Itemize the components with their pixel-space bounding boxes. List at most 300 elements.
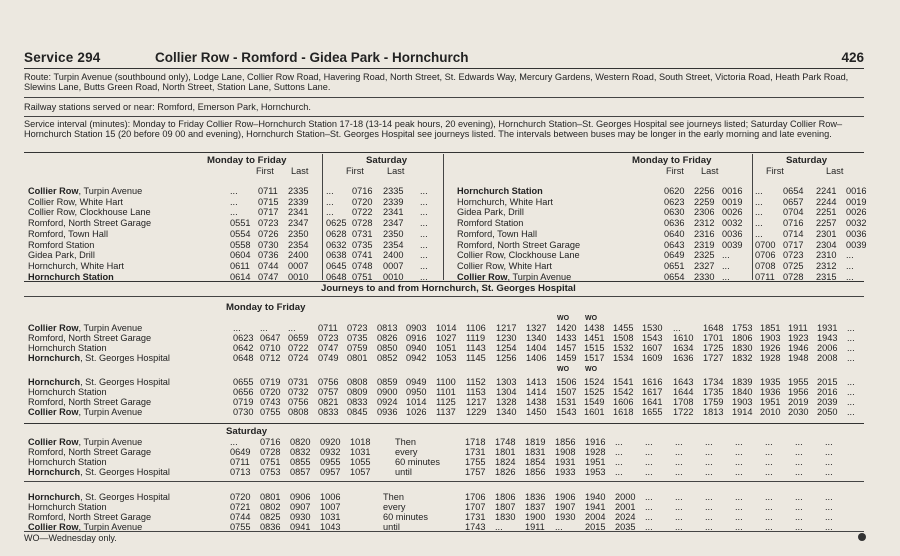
- mf_out-time: 1027: [436, 333, 457, 343]
- mf_out-time: 0724: [288, 353, 309, 363]
- mf_out-time: 1931: [817, 323, 838, 333]
- mf_back-time: 1543: [556, 407, 577, 417]
- top-left-mf-time: 0744: [258, 260, 279, 271]
- top-right-mf-time: 0019: [722, 196, 743, 207]
- mf_out-time: 1143: [466, 343, 486, 353]
- top-right-stop: Collier Row, White Hart: [457, 260, 552, 271]
- top-right-sat-time: ...: [755, 196, 763, 207]
- mf_out-time: 0852: [377, 353, 398, 363]
- sat_back-later-time: 1830: [495, 512, 516, 522]
- top-right-mf-time: 2319: [694, 239, 715, 250]
- sat_back-time: 0802: [260, 502, 281, 512]
- mf_out-time: ...: [847, 323, 855, 333]
- mf_back-time: 1955: [788, 377, 809, 387]
- top-left-stop: Romford, Town Hall: [28, 228, 108, 239]
- mf_out-time: 1806: [732, 333, 753, 343]
- top-left-sat-time: ...: [420, 250, 428, 261]
- top-right-mf-time: 0623: [664, 196, 685, 207]
- top-right-mf-time: 0651: [664, 260, 685, 271]
- top-left-sat-time: 0625: [326, 218, 347, 229]
- sat_out-time: 1018: [350, 437, 371, 447]
- top-left-stop: Collier Row, Clockhouse Lane: [28, 207, 151, 218]
- mf_out-time: 0916: [406, 333, 427, 343]
- top-right-sat-time: 0708: [755, 260, 776, 271]
- sat_back-later-time: ...: [795, 492, 803, 502]
- top-left-mf-time: 0726: [258, 228, 279, 239]
- top-right-sat-time: 0716: [783, 218, 804, 229]
- top-left-mf-first: First: [256, 166, 274, 176]
- mf_back-time: 1542: [613, 387, 634, 397]
- sat_out-later-time: ...: [735, 437, 743, 447]
- mf_back-time: 2015: [817, 377, 838, 387]
- top-left-mf-time: 2347: [288, 218, 309, 229]
- top-left-sat-time: 0720: [352, 196, 373, 207]
- journeys-rule: [24, 296, 864, 297]
- top-left-stop: Gidea Park, Drill: [28, 250, 95, 261]
- mf_out-time: 1609: [642, 353, 663, 363]
- top-right-sat-time: 0654: [783, 186, 804, 196]
- mf_back-time: 1413: [526, 377, 547, 387]
- top-right-sat-time: 2304: [816, 239, 837, 250]
- mf_back-stop: Collier Row, Turpin Avenue: [28, 407, 143, 417]
- top-right-sat-time: 0704: [783, 207, 804, 218]
- top-right-mf-time: 0039: [722, 239, 743, 250]
- mf_back-time: 0743: [260, 397, 281, 407]
- sat_back-later-time: 1706: [465, 492, 486, 502]
- mf_back-time: 2039: [817, 397, 838, 407]
- sat_back-later-time: 1930: [555, 512, 576, 522]
- mf_back-time: 1304: [496, 387, 517, 397]
- sat_back-time: 0941: [290, 522, 311, 532]
- mf_back-time: 1303: [496, 377, 517, 387]
- sat_out-later-time: ...: [645, 437, 653, 447]
- top-right-mf-time: 2259: [694, 196, 715, 207]
- sat-heading: Saturday: [226, 426, 268, 437]
- top-right-mf-time: 0643: [664, 239, 685, 250]
- sat_out-later-time: ...: [765, 447, 773, 457]
- sat_out-later-time: 1748: [495, 437, 516, 447]
- top-right-stop: Gidea Park, Drill: [457, 207, 524, 218]
- top-left-stop: Romford Station: [28, 239, 95, 250]
- mf_back-time: 1531: [556, 397, 577, 407]
- mf_out-time: 1438: [584, 323, 605, 333]
- mf_out-time: 2008: [817, 353, 838, 363]
- sat_out-time: 0855: [290, 457, 311, 467]
- top-left-mf-time: ...: [230, 186, 238, 196]
- top-left-sat-divider: [322, 154, 323, 280]
- sat_back-later-time: ...: [645, 492, 653, 502]
- mf_out-time: 1636: [673, 353, 694, 363]
- sat_back-time: 0721: [230, 502, 251, 512]
- top-table-rule: [24, 281, 864, 282]
- top-left-sat-time: 2400: [383, 250, 404, 261]
- sat_back-time: 0744: [230, 512, 251, 522]
- sat_out-time: 0832: [290, 447, 311, 457]
- mf_out-time: 0942: [406, 353, 427, 363]
- sat_back-stop: Hornchurch Station: [28, 502, 107, 512]
- journeys-title: Journeys to and from Hornchurch, St. Georges Hospital: [321, 283, 576, 294]
- sat_back-later-time: ...: [555, 522, 563, 532]
- sat_out-time: 0728: [260, 447, 281, 457]
- mf_back-time: 1549: [584, 397, 605, 407]
- top-left-sat-last: Last: [387, 166, 405, 176]
- sat_out-later-time: ...: [765, 437, 773, 447]
- top-left-sat-time: 0728: [352, 218, 373, 229]
- mf_out-time: 1119: [466, 333, 486, 343]
- top-right-mf-time: 0636: [664, 218, 685, 229]
- top-left-stop: Romford, North Street Garage: [28, 218, 152, 229]
- sat_back-later-time: ...: [825, 522, 833, 532]
- mf_back-time: 1217: [466, 397, 487, 407]
- sat_back-later-time: 1743: [465, 522, 486, 532]
- mf_back-time: 1601: [584, 407, 605, 417]
- sat_back-later-time: ...: [705, 492, 713, 502]
- sat_back-later-time: ...: [735, 492, 743, 502]
- sat_back-later-time: ...: [795, 512, 803, 522]
- mf_back-time: 0859: [377, 377, 398, 387]
- sat_out-later-time: ...: [705, 467, 713, 477]
- service-number: Service 294: [24, 50, 101, 65]
- mf_out-time: 1230: [496, 333, 517, 343]
- sat_out-later-time: 1856: [525, 467, 546, 477]
- top-right-mf-time: 0016: [722, 186, 743, 196]
- wo-marker-1: WO: [557, 315, 570, 322]
- mf_back-time: 1813: [703, 407, 724, 417]
- mf_back-time: 0655: [233, 377, 254, 387]
- mf_back-time: 0900: [377, 387, 398, 397]
- top-right-sat-time: 0711: [755, 271, 775, 282]
- mf_back-time: 1507: [556, 387, 577, 397]
- top-left-sat-first: First: [346, 166, 364, 176]
- mf_back-time: 1734: [703, 377, 724, 387]
- mf_out-time: ...: [260, 323, 268, 333]
- top-left-sat-time: ...: [420, 228, 428, 239]
- mf_out-time: 1404: [526, 343, 547, 353]
- top-right-sat-time: ...: [755, 207, 763, 218]
- route-rule: [24, 97, 864, 98]
- mf_back-time: 1655: [642, 407, 663, 417]
- mf_back-time: ...: [847, 407, 855, 417]
- footer-rule: [24, 531, 864, 532]
- mf_out-time: 1727: [703, 353, 724, 363]
- top-left-mf-time: 2350: [288, 228, 309, 239]
- top-left-sat-time: ...: [420, 186, 428, 196]
- sat_back-later-time: ...: [735, 512, 743, 522]
- top-right-mf-time: 0630: [664, 207, 685, 218]
- top-left-mf-last: Last: [291, 166, 309, 176]
- mf_back-time: 0720: [260, 387, 281, 397]
- top-left-mf-time: 0551: [230, 218, 251, 229]
- sat_out-later-time: ...: [795, 437, 803, 447]
- top-right-mf-time: 2327: [694, 260, 715, 271]
- mf_out-stop: Hornchurch, St. Georges Hospital: [28, 353, 170, 363]
- sat_back-time: 0930: [290, 512, 311, 522]
- mf_back-time: 0732: [288, 387, 309, 397]
- sat_back-later-time: 1911: [525, 522, 545, 532]
- mf_back-time: 1414: [526, 387, 547, 397]
- sat_back-later-time: ...: [825, 512, 833, 522]
- sat_back-time: 1031: [320, 512, 341, 522]
- top-left-mf-time: 0717: [258, 207, 279, 218]
- top-left-sat-time: ...: [420, 196, 428, 207]
- top-right-sat-time: 0036: [846, 228, 867, 239]
- mf_out-time: 0759: [347, 343, 368, 353]
- top-right-sat-time: 0717: [783, 239, 804, 250]
- top-left-sat-time: ...: [420, 239, 428, 250]
- mf_out-time: 1832: [732, 353, 753, 363]
- mf_back-time: ...: [847, 377, 855, 387]
- mf_back-time: 0756: [318, 377, 339, 387]
- top-left-mf-time: 2400: [288, 250, 309, 261]
- mf_back-time: 0833: [318, 407, 339, 417]
- wo-marker-2: WO: [585, 315, 598, 322]
- sat_out-later-time: 1819: [525, 437, 546, 447]
- mf_out-time: 0648: [233, 353, 254, 363]
- railway-rule: [24, 116, 864, 117]
- mf_out-time: ...: [847, 343, 855, 353]
- mf_out-time: 1946: [788, 343, 809, 353]
- sat_back-later-time: 1807: [495, 502, 516, 512]
- mf_out-time: 0850: [377, 343, 398, 353]
- mf_back-time: 0821: [318, 397, 339, 407]
- sat_back-time: 0906: [290, 492, 311, 502]
- mf_out-time: 0826: [377, 333, 398, 343]
- mf_out-time: 1217: [496, 323, 517, 333]
- mf-heading: Monday to Friday: [226, 302, 306, 313]
- top-right-mf-time: 0640: [664, 228, 685, 239]
- sat_out-later-time: 1757: [465, 467, 486, 477]
- top-right-sat-time: 2257: [816, 218, 837, 229]
- sat_back-later-time: ...: [645, 512, 653, 522]
- sat_back-later-time: ...: [825, 502, 833, 512]
- sat_out-later-time: 1831: [525, 447, 546, 457]
- sat_back-later-time: 2001: [615, 502, 636, 512]
- sat_back-later-time: ...: [705, 512, 713, 522]
- mf_out-time: 1530: [642, 323, 663, 333]
- mf_back-time: 1229: [466, 407, 487, 417]
- sat_out-then-note: 60 minutes: [395, 457, 440, 467]
- mf_out-time: 1517: [584, 353, 605, 363]
- mf_out-time: 0710: [260, 343, 281, 353]
- sat_back-then-note: 60 minutes: [383, 512, 428, 522]
- sat_back-time: 1006: [320, 492, 341, 502]
- mf_back-time: 0924: [377, 397, 398, 407]
- sat_out-later-time: ...: [705, 437, 713, 447]
- top-left-sat-time: 0007: [383, 260, 404, 271]
- mf_back-time: 1956: [788, 387, 809, 397]
- top-left-sat-time: 0648: [326, 271, 347, 282]
- mf_back-time: 1618: [613, 407, 634, 417]
- mf_back-stop: Hornchurch Station: [28, 387, 107, 397]
- sat_back-time: 0825: [260, 512, 281, 522]
- mf_out-time: 0647: [260, 333, 281, 343]
- mf_out-time: 1459: [556, 353, 577, 363]
- top-left-sat-time: ...: [420, 207, 428, 218]
- sat_back-later-time: 1731: [465, 512, 486, 522]
- mf_out-time: 0940: [406, 343, 427, 353]
- top-right-stop: Hornchurch, White Hart: [457, 196, 553, 207]
- top-right-sat-time: 2315: [816, 271, 837, 282]
- top-right-sat-time: ...: [846, 260, 854, 271]
- sat_out-later-time: 1951: [585, 457, 606, 467]
- mf_back-time: 1100: [436, 377, 456, 387]
- top-left-sat-time: 0731: [352, 228, 373, 239]
- top-left-mf-time: 0611: [230, 260, 250, 271]
- mf_out-time: 1455: [613, 323, 634, 333]
- top-left-sat-time: 0716: [352, 186, 373, 196]
- sat_back-later-time: ...: [675, 522, 683, 532]
- mf_back-time: 1641: [642, 397, 663, 407]
- mf_out-time: 0723: [347, 323, 368, 333]
- top-left-sat-time: 2347: [383, 218, 404, 229]
- mf_out-time: 1433: [556, 333, 577, 343]
- sat_out-later-time: ...: [615, 437, 623, 447]
- sat_out-time: 0820: [290, 437, 311, 447]
- sat_back-time: 0836: [260, 522, 281, 532]
- top-right-mf-time: 0036: [722, 228, 743, 239]
- sat_back-later-time: ...: [765, 492, 773, 502]
- top-left-mf-time: 0614: [230, 271, 251, 282]
- sat_back-later-time: ...: [765, 512, 773, 522]
- sat_out-later-time: ...: [705, 447, 713, 457]
- railway-text: Railway stations served or near: Romford, Emerson Park, Hornchurch.: [24, 102, 311, 112]
- sat_out-later-time: ...: [645, 467, 653, 477]
- sat_back-later-time: ...: [825, 492, 833, 502]
- sat_back-later-time: ...: [645, 502, 653, 512]
- sat_out-time: 0857: [290, 467, 311, 477]
- sat_out-later-time: ...: [645, 447, 653, 457]
- mf_back-time: 0719: [260, 377, 281, 387]
- mf_back-time: 1735: [703, 387, 724, 397]
- top-right-sat-time: 2312: [816, 260, 837, 271]
- sat_out-then-note: every: [395, 447, 418, 457]
- mf_out-time: 0711: [318, 323, 338, 333]
- top-right-mf-first: First: [666, 166, 684, 176]
- mf_out-stop: Romford, North Street Garage: [28, 333, 152, 343]
- top-left-sat-time: 0010: [383, 271, 404, 282]
- mf_back-time: 1506: [556, 377, 577, 387]
- top-right-sat-time: ...: [846, 250, 854, 261]
- mf_out-time: 1451: [584, 333, 605, 343]
- top-left-sat-time: 2354: [383, 239, 404, 250]
- top-right-stop: Hornchurch Station: [457, 186, 543, 196]
- sat_out-later-time: ...: [645, 457, 653, 467]
- mf_back-time: 1328: [496, 397, 517, 407]
- top-right-sat-time: 2244: [816, 196, 837, 207]
- mf_out-time: 1457: [556, 343, 577, 353]
- mf_back-time: 1708: [673, 397, 694, 407]
- sat_out-time: 0649: [230, 447, 251, 457]
- top-right-mf-time: 0032: [722, 218, 743, 229]
- sat_back-later-time: ...: [675, 512, 683, 522]
- top-left-mf-time: ...: [230, 196, 238, 207]
- mf_out-time: 2006: [817, 343, 838, 353]
- top-left-mf-time: 0604: [230, 250, 251, 261]
- sat_back-later-time: ...: [735, 522, 743, 532]
- top-right-mf-last: Last: [701, 166, 719, 176]
- sat_out-later-time: ...: [735, 457, 743, 467]
- top-right-mf-time: 2316: [694, 228, 715, 239]
- mf_back-time: 1616: [642, 377, 663, 387]
- mf_out-time: 1926: [760, 343, 781, 353]
- sat_out-later-time: ...: [825, 447, 833, 457]
- sat_out-later-time: 1928: [585, 447, 606, 457]
- top-right-sat-first: First: [766, 166, 784, 176]
- sat_out-later-time: 1731: [465, 447, 486, 457]
- top-right-mf-time: 0649: [664, 250, 685, 261]
- sat_out-then-note: until: [395, 467, 412, 477]
- top-right-sat-time: 0728: [783, 271, 804, 282]
- mf_out-time: 1610: [673, 333, 694, 343]
- mf_out-time: 1943: [817, 333, 838, 343]
- top-table-divider: [443, 154, 444, 280]
- mf_out-time: 1053: [436, 353, 457, 363]
- sat_back-later-time: ...: [795, 522, 803, 532]
- mf_back-time: 1606: [613, 397, 634, 407]
- sat_out-time: 1031: [350, 447, 371, 457]
- top-right-stop: Collier Row, Clockhouse Lane: [457, 250, 580, 261]
- top-left-sat-time: 2335: [383, 186, 404, 196]
- mf_out-time: 1701: [703, 333, 724, 343]
- sat_back-later-time: ...: [765, 502, 773, 512]
- mf_out-time: ...: [233, 323, 241, 333]
- mf_out-time: 0723: [318, 333, 339, 343]
- mf_out-time: 1634: [673, 343, 694, 353]
- top-right-sat-last: Last: [826, 166, 844, 176]
- sat_out-later-time: 1908: [555, 447, 576, 457]
- mf_out-time: 1014: [436, 323, 457, 333]
- top-right-stop: Romford Station: [457, 218, 524, 229]
- top-left-sat-time: 0722: [352, 207, 373, 218]
- top-right-sat-time: 0723: [783, 250, 804, 261]
- mf_out-time: 1753: [732, 323, 753, 333]
- mf_back-time: 0757: [318, 387, 339, 397]
- mf_out-time: 0749: [318, 353, 339, 363]
- top-right-sat-time: 2251: [816, 207, 837, 218]
- mf_out-time: ...: [673, 323, 681, 333]
- mf_back-time: 1125: [436, 397, 456, 407]
- sat_back-later-time: 1940: [585, 492, 606, 502]
- mf_back-time: 2019: [788, 397, 809, 407]
- mf_back-time: 0809: [347, 387, 368, 397]
- top-right-sat-time: ...: [755, 186, 763, 196]
- mf_out-time: 1948: [788, 353, 809, 363]
- sat_out-time: 0711: [230, 457, 250, 467]
- sat_back-time: 0907: [290, 502, 311, 512]
- wo-marker-3: WO: [557, 366, 570, 373]
- top-right-sat-time: 0714: [783, 228, 804, 239]
- mf_out-time: 0722: [288, 343, 309, 353]
- top-right-sat-heading: Saturday: [786, 155, 828, 166]
- mf_back-time: 1137: [436, 407, 456, 417]
- mf_back-time: 0808: [288, 407, 309, 417]
- top-right-mf-time: 0026: [722, 207, 743, 218]
- top-right-mf-time: 0620: [664, 186, 685, 196]
- top-left-sat-heading: Saturday: [366, 155, 408, 166]
- sat_back-time: 0801: [260, 492, 281, 502]
- top-right-mf-time: 2306: [694, 207, 715, 218]
- sat_back-later-time: ...: [495, 522, 503, 532]
- top-right-mf-time: 2312: [694, 218, 715, 229]
- mf_out-time: 0903: [406, 323, 427, 333]
- mf_out-time: 1254: [496, 343, 517, 353]
- wo-marker-4: WO: [585, 366, 598, 373]
- sat_out-later-time: ...: [735, 467, 743, 477]
- mf_back-time: 2050: [817, 407, 838, 417]
- sat_back-later-time: ...: [735, 502, 743, 512]
- top-left-stop: Hornchurch, White Hart: [28, 260, 124, 271]
- mf-rule: [24, 423, 864, 424]
